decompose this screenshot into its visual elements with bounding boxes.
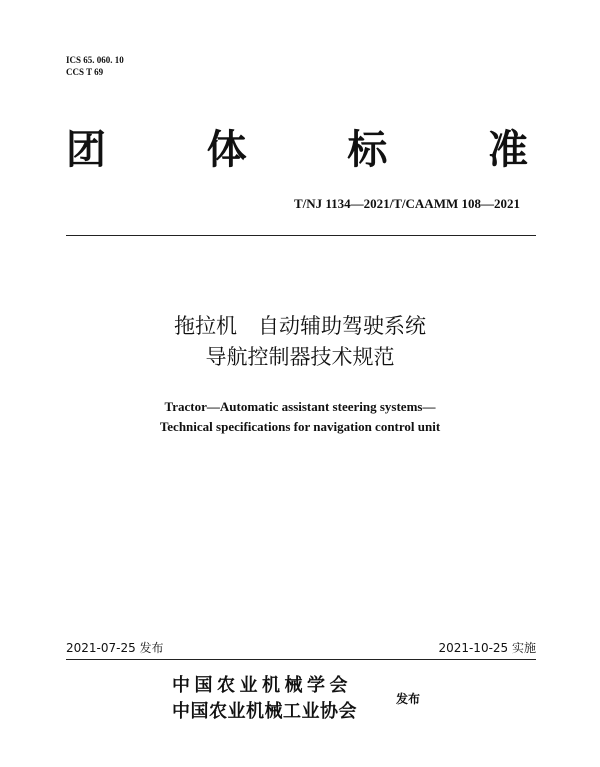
document-type-heading <box>66 128 528 172</box>
publisher-org-2: 中国农业机械工业协会 <box>172 701 357 722</box>
doc-type-char: 团 <box>66 127 106 173</box>
effective-date: 2021-10-25 实施 <box>438 641 536 655</box>
dates-row <box>66 640 536 656</box>
ccs-code: CCS T 69 <box>66 67 104 77</box>
standard-number: T/NJ 1134—2021/T/CAAMM 108—2021 <box>293 196 520 211</box>
footer-divider <box>66 659 536 660</box>
publisher-org-1: 中国农业机械学会 <box>172 675 352 696</box>
chinese-title-line-2: 导航控制器技术规范 <box>205 345 395 369</box>
doc-type-char: 标 <box>347 127 388 173</box>
header-divider <box>66 235 536 236</box>
english-title-line-2: Technical specifications for navigation control unit <box>159 419 441 434</box>
ics-code: ICS 65. 060. 10 <box>66 55 124 65</box>
publish-label: 发布 <box>396 692 421 706</box>
doc-type-char: 体 <box>206 127 247 173</box>
classification-codes <box>66 54 124 78</box>
chinese-title-line-1: 拖拉机 自动辅助驾驶系统 <box>174 314 426 338</box>
issue-date: 2021-07-25 发布 <box>66 641 164 655</box>
english-title-line-1: Tractor—Automatic assistant steering systems— <box>164 399 436 414</box>
doc-type-char: 准 <box>487 127 528 173</box>
